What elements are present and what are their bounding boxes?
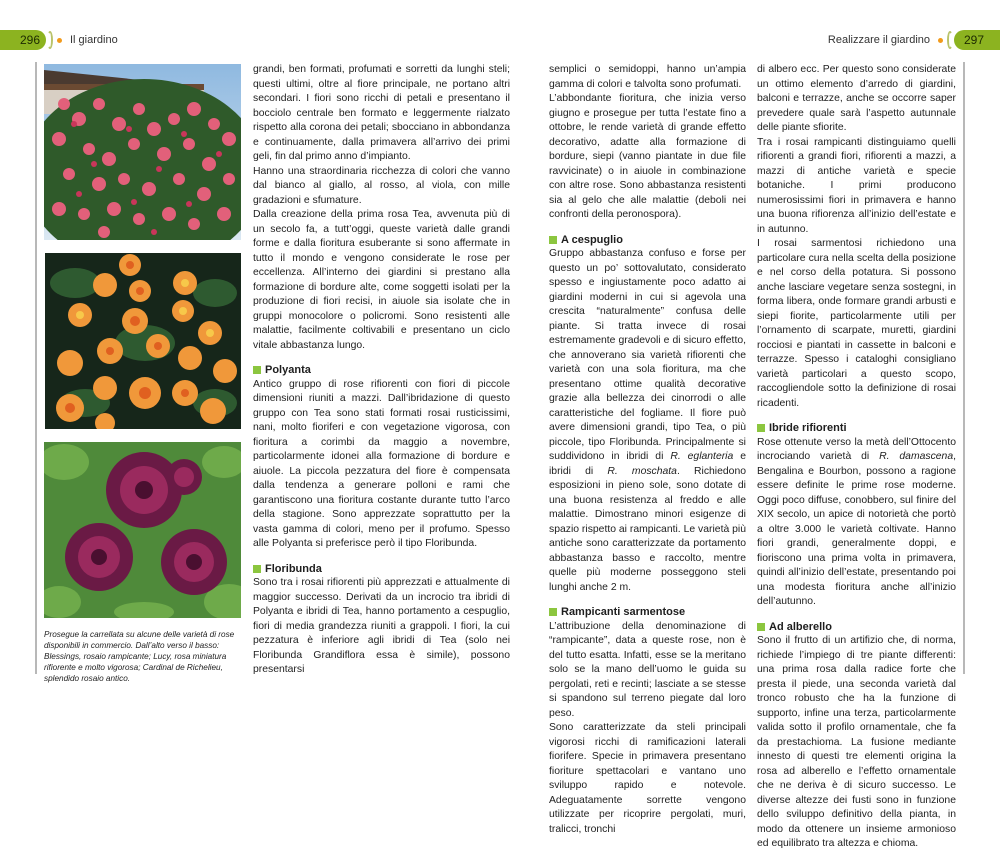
- text-run: e ibridi di: [549, 451, 746, 477]
- section-heading-rampicanti-sarmentose: [549, 605, 746, 620]
- paragraph: I rosai sarmentosi richiedono una particolare cura nella scelta della posizione e nel corso della potatura. Si possono anche lasciare vegetare senza sostegni, in forma libera, onde formare grandi arbusti e siepi fiorite, particolarmente utili per l’ornamento di scarpate, muretti, giardini rocciosi e piantati in cassette in balconi e terrazze. Spesso i cataloghi consigliano varietà particolari a questo scopo, raccogliendole sotto la definizione di rosai ricadenti.: [757, 238, 956, 409]
- purple-antique-rose-photo-icon: [44, 442, 241, 618]
- paragraph: Sono il frutto di un artifizio che, di norma, richiede l’impiego di tre piante differenti: una prima rosa dalla radice forte che presta il piede, una seconda varietà dal tronco robusto che ha la funzione di supporto, infine una terza, particolarmente valida sotto il profilo ornamentale, che fa da prestachioma. La fusione mediante innesto di questi tre elementi origina la rosa ad alberello e l’effetto ornamentale che ne deriva è di sicuro successo. Le diverse altezze dei fusti sono in funzione dello sviluppo definitivo della pianta, in modo da ottenere un insieme armonioso ed equilibrato tra altezza e chioma.: [757, 635, 956, 849]
- section-heading-polyanta: [253, 363, 510, 378]
- heading-text: Ibride rifiorenti: [769, 422, 847, 434]
- right-section-title: Realizzare il giardino: [827, 34, 930, 46]
- paragraph: Tra i rosai rampicanti distinguiamo quelli rifiorenti a grandi fiori, rifiorenti a mazzi, a mazzi di antiche varietà e specie botaniche. I primi producono numerosissimi fiori in primavera e hanno una buona rifiorenza all’inizio dell’estate e in autunno.: [757, 136, 956, 235]
- right-margin-rule: [963, 62, 965, 674]
- orange-miniature-rose-photo-icon: [45, 253, 241, 429]
- bracket-icon: [47, 31, 53, 49]
- text-column-1: [253, 63, 510, 678]
- text-column-3: [757, 63, 956, 852]
- paragraph: semplici o semidoppi, hanno un’ampia gamma di colori e talvolta sono profumati.: [549, 64, 746, 90]
- species-name: R. moschata: [607, 465, 677, 477]
- green-square-icon: [549, 236, 557, 244]
- green-square-icon: [549, 608, 557, 616]
- paragraph: [757, 436, 956, 610]
- green-square-icon: [757, 424, 765, 432]
- text-run: Rose ottenute verso la metà dell’Ottocento incrociando varietà di: [757, 436, 956, 462]
- right-page-number: 297: [964, 33, 985, 47]
- photo-cardinal-de-richelieu-rose: [44, 442, 241, 618]
- text-run: , Bengalina e Bourbon, possono a ragione essere definite le prime rose moderne. Oggi poco diffuse, conobbero, sul finire del XIX secolo, un apice di notorietà che portò a oltre 3.000 le varietà coltivate. Hanno fiori grandi, generalmente doppi, e fioriscono una prima volta in primavera, quindi all’inizio dell’estate, presentando poi una modesta fioritura anche all’inizio dell’autunno.: [757, 451, 957, 607]
- paragraph: grandi, ben formati, profumati e sorretti da lunghi steli; questi ultimi, oltre al fiore principale, ne portano altri secondari. I fiori sono ricchi di petali e presentano il bocciolo centrale ben formato e leggermente rialzato rispetto alla corona dei petali; sbocciano in abbondanza e continuamente, dalla primavera all’arrivo dei primi geli, fin dal primo anno d’impianto.: [253, 64, 510, 162]
- paragraph: L’attribuzione della denominazione di “rampicante”, data a queste rose, non è del tutto esatta. Infatti, esse se la meritano solo se la mano dell’uomo le guida su pergolati, reti e recinti; lasciate a se stesse si spandono sul terreno piegate dal loro peso.: [549, 620, 746, 719]
- paragraph: L’abbondante fioritura, che inizia verso giugno e prosegue per tutta l’estate fino a ottobre, le rende varietà di grande effetto decorativo, adatte alla formazione di bordure, siepi (vanno piantate in due file ravvicinate) o in aiuole in combinazione con altre rose. Sono abbastanza resistenti sia al gelo che alle malattie (deboli nei confronti della peronospora).: [549, 93, 746, 220]
- left-running-header: [0, 30, 118, 50]
- section-heading-a-cespuglio: [549, 233, 746, 248]
- paragraph: [549, 247, 746, 595]
- species-name: R. damascena: [879, 451, 954, 462]
- bracket-icon: [947, 31, 953, 49]
- heading-text: Rampicanti sarmentose: [561, 606, 686, 618]
- species-name: R. eglanteria: [670, 451, 734, 462]
- section-heading-ibride-rifiorenti: [757, 421, 956, 436]
- climbing-rose-photo-icon: [44, 64, 241, 240]
- right-running-header: [828, 30, 1000, 50]
- green-square-icon: [757, 623, 765, 631]
- green-square-icon: [253, 565, 261, 573]
- heading-text: Ad alberello: [769, 620, 832, 633]
- orange-dot-icon: [57, 38, 62, 43]
- paragraph: Hanno una straordinaria ricchezza di colori che vanno dal bianco al giallo, al rosso, al viola, con mille gradazioni e sfumature.: [253, 165, 510, 206]
- left-margin-rule: [35, 62, 37, 674]
- paragraph: di albero ecc. Per questo sono considerate un ottimo elemento d’arredo di giardini, balconi e terrazze, anche se occorre saper prevedere quale sarà l’aspetto autunnale delle piante sfiorite.: [757, 64, 956, 133]
- photo-caption: Prosegue la carrellata su alcune delle varietà di rose disponibili in commercio. Dall’alto verso il basso: Blessings, rosaio rampicante; Lucy, rosa miniatura rifiorente e molto vigorosa; Cardinal de Richelieu, splendido rosaio antico.: [44, 630, 235, 683]
- section-heading-floribunda: [253, 562, 510, 577]
- paragraph: Sono caratterizzate da steli principali vigorosi ricchi di ramificazioni laterali fiorifere. Specie in primavera presentano fioriture spettacolari e vantano uno sviluppo rapido e notevole. Adeguatamente sorrette vengono utilizzate per ricoprire pergolati, muri, tralicci, tronchi: [549, 722, 746, 835]
- heading-text: Polyanta: [265, 364, 311, 376]
- heading-text: A cespuglio: [561, 233, 623, 246]
- photo-blessings-climbing-rose: [44, 64, 241, 240]
- text-column-2: [549, 63, 746, 837]
- left-page-number: 296: [19, 33, 40, 47]
- paragraph: Dalla creazione della prima rosa Tea, avvenuta più di un secolo fa, a tutt’oggi, queste varietà dalle grandi forme e dalla fioritura esuberante si sono affermate in tutto il mondo e vengono considerate le rose per eccellenza. All’interno dei giardini si prestano alla formazione di bordure alte, come soggetti isolati per la produzione di fiori recisi, in aiuole sia isolate che in gruppi monocolore o policromi. Sono resistenti alle malattie, facilmente coltivabili e presentano un ciclo vitale abbastanza lungo.: [253, 209, 510, 351]
- right-page-number-badge: [954, 30, 1000, 50]
- left-section-title: Il giardino: [70, 34, 118, 46]
- text-run: Gruppo abbastanza confuso e forse per questo un po’ sottovalutato, considerato spesso e ingiustamente poco adatto ai giardini moderni in cui si agevola una crescita “naturalmente” confusa delle piante. Si tratta invece di rosai estremamente gradevoli e di sicuro effetto, che annoverano sia varietà rifiorenti che varietà con una sola fioritura, ma che presentano ottime qualità decorative grazie alla bellezza dei cinorrodi o alle caratteristiche del fogliame. Il fiore può avere dimensioni grandi, tipo Tea, o più piccole, tipo Floribunda. Principalmente si suddividono in ibridi di: [549, 248, 746, 462]
- left-page-number-badge: [0, 30, 46, 50]
- paragraph: Sono tra i rosai rifiorenti più apprezzati e attualmente di maggior successo. Derivati da un incrocio tra ibridi di Polyanta e ibridi di Tea, hanno portamento a cespuglio, fiori di media grandezza riuniti a grappoli. I fiori, la cui pezzatura è inferiore agli ibridi di Tea (solo nei Floribunda Grandiflora essa è simile), possono presentarsi: [253, 577, 510, 675]
- heading-text: Floribunda: [265, 562, 322, 575]
- text-run: . Richiedono esposizioni in pieno sole, sono dotate di una buona resistenza al freddo e alle malattie. Dimostrano minori esigenze di spazio rispetto ai rampicanti. Le varietà più antiche sono caratterizzate da portamento abbastanza basso e raccolto, mentre quelle più moderne posseggono steli lunghi anche 2 m.: [549, 465, 747, 593]
- section-heading-ad-alberello: [757, 620, 956, 635]
- photo-lucy-miniature-rose: [45, 253, 241, 429]
- green-square-icon: [253, 366, 261, 374]
- paragraph: Antico gruppo di rose rifiorenti con fiori di piccole dimensioni riuniti a mazzi. Dall’ibridazione di questo gruppo con Tea sono stati formati rosai rusticissimi, nani, molto fioriferi e con vegetazione vigorosa, con fioritura a corimbi da maggio a novembre, particolarmente idonei alla formazione di bordure e aiuole. La piccola pezzatura del fiore è compensata dalla tendenza a generare polloni e rami che garantiscono una fioritura costante durante tutto l’arco della stagione. Sono apprezzate soprattutto per la vasta gamma di colori, meno per il profumo. Spesso alle Polyanta si preferisce però il tipo Floribunda.: [253, 378, 510, 549]
- orange-dot-icon: [938, 38, 943, 43]
